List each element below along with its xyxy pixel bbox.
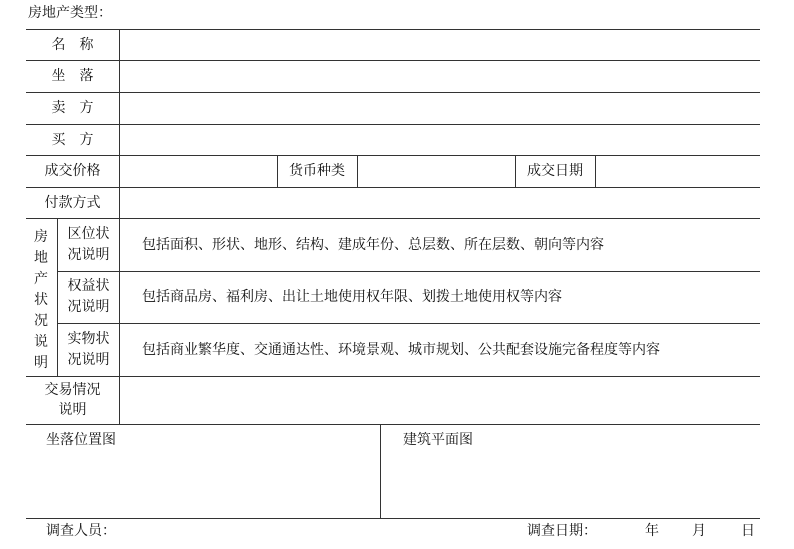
currency-label: 货币种类 <box>289 163 345 179</box>
status-char: 况 <box>34 313 48 329</box>
location-status-desc[interactable]: 包括面积、形状、地形、结构、建成年份、总层数、所在层数、朝向等内容 <box>142 237 604 253</box>
buyer-label: 买 方 <box>51 132 94 148</box>
status-char: 房 <box>34 229 48 245</box>
rights-status-desc[interactable]: 包括商品房、福利房、出让土地使用权年限、划拨土地使用权等内容 <box>142 289 562 305</box>
location-status-label-line1: 区位状 <box>67 226 110 242</box>
status-char: 地 <box>34 250 48 266</box>
location-map-area[interactable] <box>27 450 379 516</box>
name-label: 名 称 <box>51 37 94 53</box>
status-char: 说 <box>34 334 48 350</box>
month-label: 月 <box>692 523 706 539</box>
physical-status-desc[interactable]: 包括商业繁华度、交通通达性、环境景观、城市规划、公共配套设施完备程度等内容 <box>142 342 660 358</box>
seller-label: 卖 方 <box>51 100 94 116</box>
buyer-field[interactable] <box>120 131 759 149</box>
payment-field[interactable] <box>120 194 759 212</box>
currency-field[interactable] <box>358 162 514 180</box>
seller-field[interactable] <box>120 99 759 117</box>
survey-date-label: 调查日期： <box>527 523 597 539</box>
property-type-label: 房地产类型： <box>28 5 112 21</box>
location-status-label-line2: 况说明 <box>67 247 110 263</box>
transaction-label-line2: 说明 <box>58 402 87 418</box>
status-char: 产 <box>34 271 48 287</box>
year-label: 年 <box>645 523 659 539</box>
rights-status-label-line2: 况说明 <box>67 299 110 315</box>
name-field[interactable] <box>120 36 759 54</box>
date-label: 成交日期 <box>527 163 583 179</box>
physical-status-label-line2: 况说明 <box>67 352 110 368</box>
status-char: 状 <box>34 292 48 308</box>
floor-plan-area[interactable] <box>382 450 759 516</box>
physical-status-label-line1: 实物状 <box>67 331 110 347</box>
transaction-label-line1: 交易情况 <box>44 382 101 398</box>
location-map-label: 坐落位置图 <box>46 432 116 448</box>
transaction-field[interactable] <box>120 382 759 420</box>
location-field[interactable] <box>120 67 759 85</box>
floor-plan-label: 建筑平面图 <box>403 432 473 448</box>
day-label: 日 <box>741 523 755 539</box>
price-field[interactable] <box>120 162 276 180</box>
date-field[interactable] <box>596 162 759 180</box>
status-char: 明 <box>34 355 48 371</box>
rights-status-label-line1: 权益状 <box>67 278 110 294</box>
payment-label: 付款方式 <box>44 195 101 211</box>
price-label: 成交价格 <box>44 163 101 179</box>
surveyor-label: 调查人员： <box>46 523 116 539</box>
location-label: 坐 落 <box>51 68 94 84</box>
